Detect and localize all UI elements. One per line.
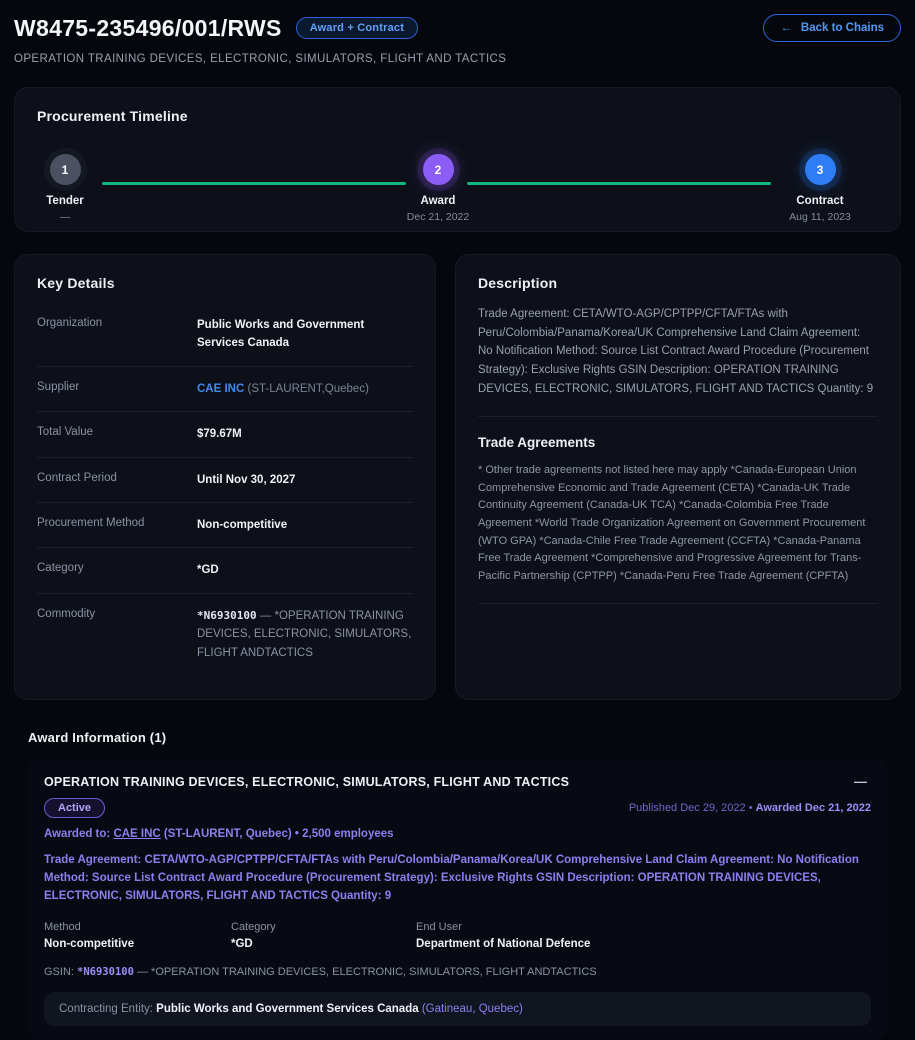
award-card bbox=[28, 759, 887, 1040]
organization-label: Organization bbox=[37, 317, 103, 329]
gsin-description: — *OPERATION TRAINING DEVICES, ELECTRONIC, SIMULATORS, FLIGHT ANDTACTICS bbox=[133, 966, 597, 979]
procurement-method-value: Non-competitive bbox=[197, 518, 288, 531]
key-detail-row-category bbox=[37, 548, 413, 593]
trade-agreements-body: * Other trade agreements not listed here may apply *Canada-European Union Comprehensive Economic and Trade Agreement (CETA) *Canada-UK Trade Continuity Agreement (Canada-UK TCA) *Canada-Colombia Free Trade Agreement *World Trade Organization Agreement on Government Procurement (WTO GPA) *Canada-Chile Free Trade Agreement (CCFTA) *Canada-Panama Free Trade Agreement *Comprehensive and Progressive Agreement for Trans-Pacific Partnership (CPTPP) *Canada-Peru Free Trade Agreement (CPFTA) bbox=[478, 464, 866, 582]
supplier-label: Supplier bbox=[37, 380, 80, 393]
key-detail-row-total-value bbox=[37, 412, 413, 457]
commodity-value bbox=[197, 607, 413, 662]
description-divider bbox=[478, 416, 878, 417]
contracting-entity-location: (Gatineau, Quebec) bbox=[418, 1003, 523, 1016]
detail-panels bbox=[14, 254, 901, 700]
award-category-label: Category bbox=[231, 921, 276, 934]
description-card bbox=[455, 254, 901, 700]
status-badge: Active bbox=[44, 798, 105, 818]
award-detail-columns bbox=[44, 921, 871, 950]
awarded-supplier-details: (ST-LAURENT, Quebec) • 2,500 employees bbox=[160, 827, 394, 840]
key-detail-row-commodity bbox=[37, 594, 413, 675]
award-contract-badge: Award + Contract bbox=[296, 17, 418, 39]
gsin-code: *N6930100 bbox=[77, 966, 134, 979]
key-detail-row-organization bbox=[37, 303, 413, 367]
award-step-date: Dec 21, 2022 bbox=[406, 211, 470, 223]
timeline-connector-2 bbox=[467, 182, 771, 185]
contracting-entity-value: Public Works and Government Services Canada bbox=[156, 1003, 419, 1016]
back-button-label: Back to Chains bbox=[800, 22, 884, 34]
award-information-heading: Award Information (1) bbox=[28, 729, 167, 745]
key-detail-row-procurement-method bbox=[37, 503, 413, 548]
total-value-value: $79.67M bbox=[197, 428, 242, 441]
trade-agreements-heading: Trade Agreements bbox=[478, 435, 596, 451]
award-meta-row bbox=[44, 798, 871, 818]
end-user-value: Department of National Defence bbox=[416, 938, 591, 951]
key-detail-row-contract-period bbox=[37, 458, 413, 503]
page-header bbox=[14, 14, 901, 42]
gsin-label: GSIN: bbox=[44, 966, 78, 979]
contract-step-circle: 3 bbox=[805, 154, 836, 185]
gsin-line bbox=[44, 966, 871, 978]
timeline-step-award bbox=[378, 154, 498, 223]
organization-value: Public Works and Government Services Canada bbox=[197, 319, 365, 350]
method-value: Non-competitive bbox=[44, 938, 135, 951]
published-date: Published Dec 29, 2022 • bbox=[628, 801, 756, 814]
end-user-column bbox=[416, 921, 871, 950]
contract-step-label: Contract bbox=[796, 195, 844, 207]
page-title: W8475-235496/001/RWS bbox=[14, 14, 282, 41]
award-trade-agreement-text: Trade Agreement: CETA/WTO-AGP/CPTPP/CFTA/FTAs with Peru/Colombia/Panama/Korea/UK Comprehensive Land Claim Agreement: No Notification Method: Source List Contract Award Procedure (Procurement Strategy): Exclusive Rights GSIN Description: OPERATION TRAINING DEVICES, ELECTRONIC, SIMULATORS, FLIGHT AND TACTICS Quantity: 9 bbox=[44, 853, 859, 902]
trade-agreements-divider bbox=[478, 603, 878, 604]
page-subtitle: OPERATION TRAINING DEVICES, ELECTRONIC, SIMULATORS, FLIGHT AND TACTICS bbox=[14, 53, 507, 65]
contracting-entity-label: Contracting Entity: bbox=[59, 1003, 157, 1016]
commodity-code: *N6930100 bbox=[197, 608, 257, 622]
method-label: Method bbox=[44, 921, 81, 934]
commodity-description: — *OPERATION TRAINING DEVICES, ELECTRONIC, SIMULATORS, FLIGHT ANDTACTICS bbox=[197, 609, 412, 659]
award-title-row bbox=[44, 775, 871, 789]
supplier-link[interactable]: CAE INC bbox=[197, 382, 245, 395]
contract-period-label: Contract Period bbox=[37, 471, 117, 484]
awarded-to-line bbox=[44, 828, 871, 840]
supplier-value bbox=[197, 380, 413, 398]
contract-step-date: Aug 11, 2023 bbox=[789, 211, 851, 223]
contracting-entity-bar bbox=[44, 992, 871, 1026]
procurement-timeline-card bbox=[14, 87, 901, 232]
commodity-label: Commodity bbox=[37, 607, 96, 620]
method-column bbox=[44, 921, 231, 950]
key-detail-row-supplier bbox=[37, 367, 413, 412]
category-label: Category bbox=[37, 562, 84, 575]
timeline-heading: Procurement Timeline bbox=[37, 108, 188, 124]
tender-step-label: Tender bbox=[46, 195, 84, 207]
timeline-connector-1 bbox=[102, 182, 406, 185]
timeline-step-tender bbox=[5, 154, 125, 223]
award-step-label: Award bbox=[420, 195, 456, 207]
category-column bbox=[231, 921, 416, 950]
awarded-date: Awarded Dec 21, 2022 bbox=[755, 801, 871, 814]
back-arrow-icon: ← bbox=[780, 22, 792, 34]
awarded-to-label: Awarded to: bbox=[44, 827, 114, 840]
award-category-value: *GD bbox=[231, 938, 253, 951]
back-to-chains-button[interactable] bbox=[763, 14, 901, 42]
contract-period-value: Until Nov 30, 2027 bbox=[197, 473, 296, 486]
total-value-label: Total Value bbox=[37, 426, 94, 439]
awarded-supplier-link[interactable]: CAE INC bbox=[113, 827, 161, 840]
key-details-rows bbox=[37, 303, 413, 675]
procurement-method-label: Procurement Method bbox=[37, 516, 145, 529]
collapse-icon[interactable]: — bbox=[854, 773, 867, 789]
end-user-label: End User bbox=[416, 921, 462, 934]
key-details-card bbox=[14, 254, 436, 700]
published-awarded-dates bbox=[629, 802, 871, 814]
award-step-circle: 2 bbox=[423, 154, 454, 185]
timeline-track bbox=[37, 132, 878, 224]
description-heading: Description bbox=[478, 275, 558, 291]
supplier-location: (ST-LAURENT,Quebec) bbox=[247, 382, 369, 395]
category-value: *GD bbox=[197, 564, 219, 577]
tender-step-circle: 1 bbox=[50, 154, 81, 185]
timeline-step-contract bbox=[760, 154, 880, 223]
award-title: OPERATION TRAINING DEVICES, ELECTRONIC, SIMULATORS, FLIGHT AND TACTICS bbox=[44, 774, 570, 789]
description-body: Trade Agreement: CETA/WTO-AGP/CPTPP/CFTA/FTAs with Peru/Colombia/Panama/Korea/UK Comprehensive Land Claim Agreement: No Notification Method: Source List Contract Award Procedure (Procurement Strategy): Exclusive Rights GSIN Description: OPERATION TRAINING DEVICES, ELECTRONIC, SIMULATORS, FLIGHT AND TACTICS Quantity: 9 bbox=[478, 308, 874, 395]
key-details-heading: Key Details bbox=[37, 275, 115, 291]
tender-step-date: — bbox=[59, 211, 71, 223]
